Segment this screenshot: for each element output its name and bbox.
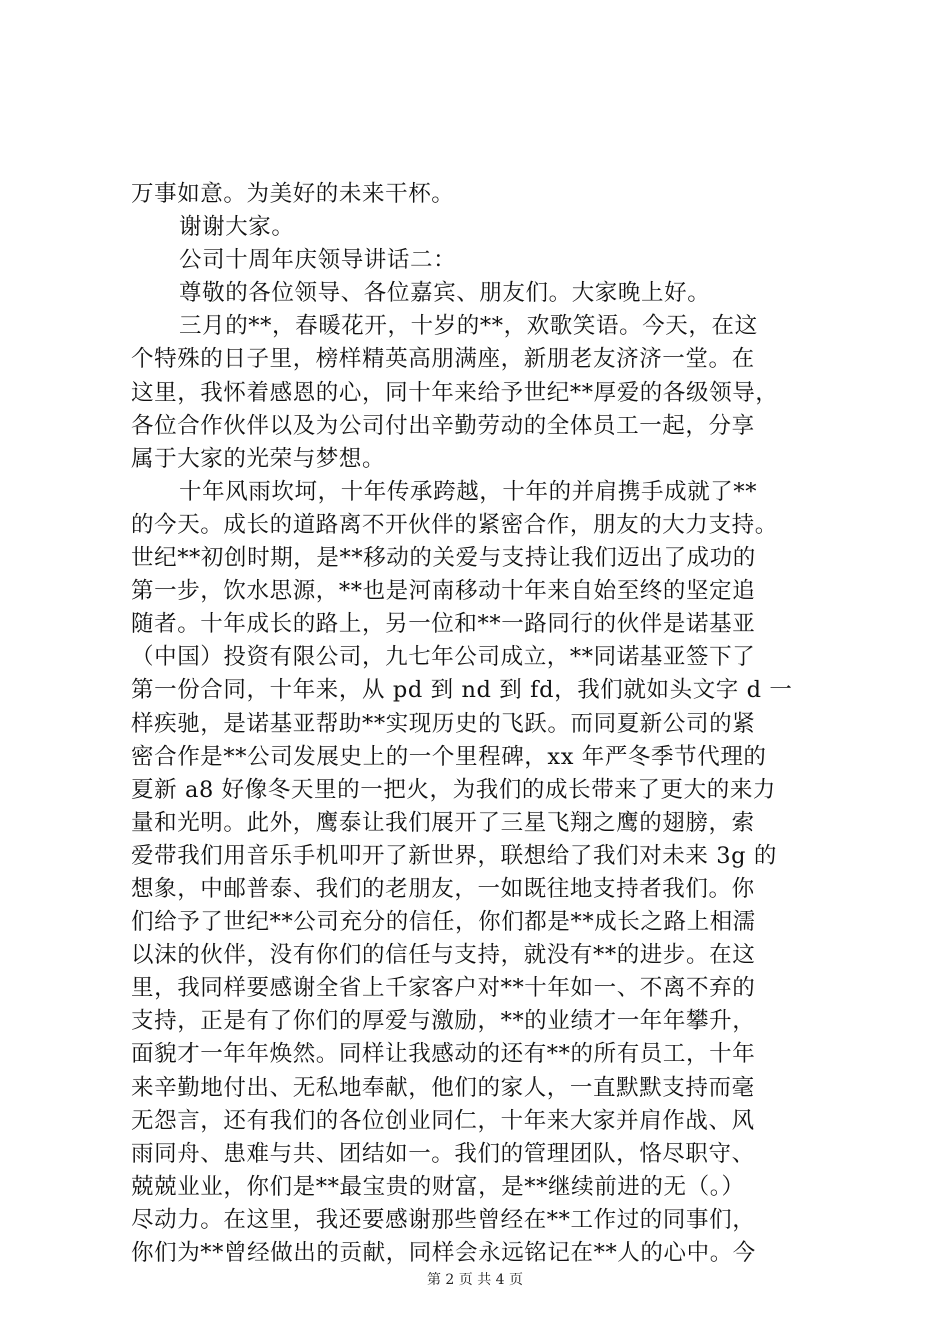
- text-line: 万事如意。为美好的未来干杯。: [131, 181, 455, 207]
- text-line: 兢兢业业，你们是**最宝贵的财富，是**继续前进的无（。）: [131, 1173, 745, 1200]
- text-line: 夏新 a8 好像冬天里的一把火，为我们的成长带来了更大的来力: [131, 776, 777, 803]
- page-footer: 第 2 页 共 4 页: [426, 1272, 524, 1288]
- text-line: 这里，我怀着感恩的心，同十年来给予世纪**厚爱的各级领导，: [131, 379, 779, 406]
- document-body: [131, 178, 831, 1270]
- text-line: 尊敬的各位领导、各位嘉宾、朋友们。大家晚上好。: [179, 280, 711, 307]
- text-line: 面貌才一年年焕然。同样让我感动的还有**的所有员工，十年: [131, 1041, 756, 1068]
- text-line: 想象，中邮普泰、我们的老朋友，一如既往地支持者我们。你: [131, 875, 755, 902]
- text-line: 无怨言，还有我们的各位创业同仁，十年来大家并肩作战、风: [131, 1107, 755, 1134]
- text-line: 个特殊的日子里，榜样精英高朋满座，新朋老友济济一堂。在: [131, 346, 755, 373]
- text-line: 第一步，饮水思源，**也是河南移动十年来自始至终的坚定追: [131, 578, 756, 605]
- text-line: 属于大家的光荣与梦想。: [131, 445, 386, 472]
- text-line: 们给予了世纪**公司充分的信任，你们都是**成长之路上相濡: [131, 909, 756, 936]
- text-line: 样疾驰，是诺基亚帮助**实现历史的飞跃。而同夏新公司的紧: [131, 710, 756, 737]
- text-line: 来辛勤地付出、无私地奉献，他们的家人，一直默默支持而毫: [131, 1074, 755, 1101]
- text-line: 世纪**初创时期，是**移动的关爱与支持让我们迈出了成功的: [131, 545, 756, 572]
- text-line: （中国）投资有限公司，九七年公司成立，**同诺基亚签下了: [131, 644, 756, 671]
- text-line: 密合作是**公司发展史上的一个里程碑，xx 年严冬季节代理的: [131, 743, 767, 770]
- text-line: 你们为**曾经做出的贡献，同样会永远铭记在**人的心中。今: [131, 1240, 756, 1266]
- text-line: 第一份合同，十年来，从 pd 到 nd 到 fd，我们就如头文字 d 一: [131, 677, 793, 704]
- text-line: 以沫的伙伴，没有你们的信任与支持，就没有**的进步。在这: [131, 942, 756, 969]
- text-line: 的今天。成长的道路离不开伙伴的紧密合作，朋友的大力支持。: [131, 511, 778, 538]
- text-line: 爱带我们用音乐手机叩开了新世界，联想给了我们对未来 3g 的: [131, 842, 778, 869]
- text-line: 尽动力。在这里，我还要感谢那些曾经在**工作过的同事们，: [131, 1206, 756, 1233]
- text-line: 十年风雨坎坷，十年传承跨越，十年的并肩携手成就了**: [179, 478, 758, 505]
- text-line: 随者。十年成长的路上，另一位和**一路同行的伙伴是诺基亚: [131, 611, 756, 638]
- text-line: 里，我同样要感谢全省上千家客户对**十年如一、不离不弃的: [131, 975, 756, 1002]
- text-line: 支持，正是有了你们的厚爱与激励，**的业绩才一年年攀升，: [131, 1008, 756, 1035]
- text-line: 谢谢大家。: [179, 214, 295, 241]
- text-line: 各位合作伙伴以及为公司付出辛勤劳动的全体员工一起，分享: [131, 412, 755, 439]
- text-line: 三月的**，春暖花开，十岁的**，欢歌笑语。今天，在这: [179, 313, 758, 340]
- text-line: 公司十周年庆领导讲话二：: [179, 247, 457, 274]
- text-line: 量和光明。此外，鹰泰让我们展开了三星飞翔之鹰的翅膀，索: [131, 809, 755, 836]
- text-line: 雨同舟、患难与共、团结如一。我们的管理团队，恪尽职守、: [131, 1140, 755, 1167]
